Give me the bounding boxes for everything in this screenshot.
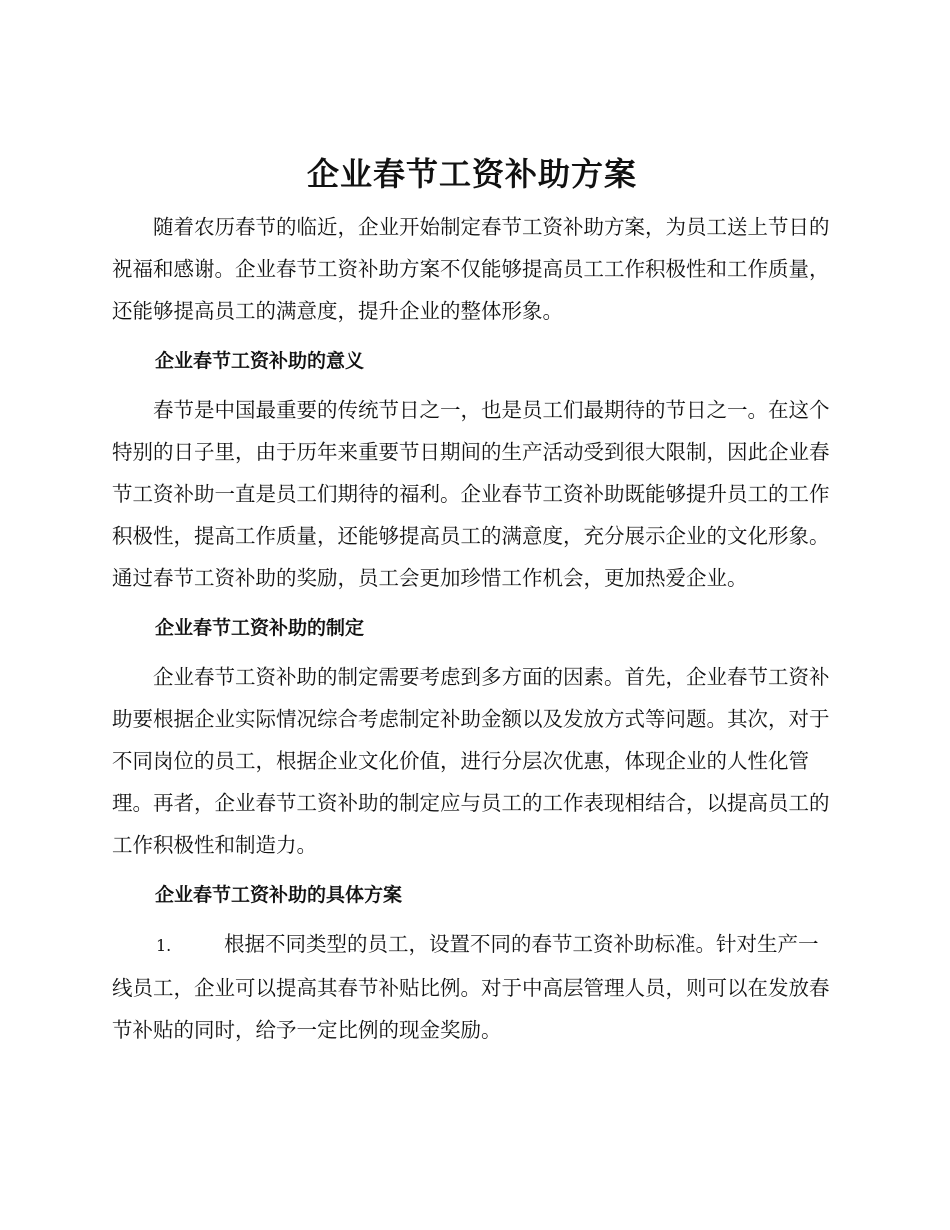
intro-paragraph: 随着农历春节的临近，企业开始制定春节工资补助方案，为员工送上节日的祝福和感谢。企业春节工资补助方案不仅能够提高员工工作积极性和工作质量，还能够提高员工的满意度，提升企业的整体形象。: [112, 215, 830, 323]
document-title: 企业春节工资补助方案: [306, 155, 637, 193]
section-heading-specific-plan: 企业春节工资补助的具体方案: [155, 884, 403, 906]
section-heading-formulation: 企业春节工资补助的制定: [155, 617, 365, 639]
list-item-text: 根据不同类型的员工，设置不同的春节工资补助标准。针对生产一线员工，企业可以提高其春节补贴比例。对于中高层管理人员，则可以在发放春节补贴的同时，给予一定比例的现金奖励。: [112, 932, 830, 1042]
list-item: [112, 923, 832, 1051]
section-heading-significance: 企业春节工资补助的意义: [155, 350, 365, 372]
section-body-significance: 春节是中国最重要的传统节日之一，也是员工们最期待的节日之一。在这个特别的日子里，由于历年来重要节日期间的生产活动受到很大限制，因此企业春节工资补助一直是员工们期待的福利。企业春节工资补助既能够提升员工的工作积极性，提高工作质量，还能够提高员工的满意度，充分展示企业的文化形象。通过春节工资补助的奖励，员工会更加珍惜工作机会，更加热爱企业。: [112, 398, 830, 590]
document-content: [112, 150, 832, 1051]
list-item-number: 1.: [156, 936, 172, 955]
section-body-formulation: 企业春节工资补助的制定需要考虑到多方面的因素。首先，企业春节工资补助要根据企业实际情况综合考虑制定补助金额以及发放方式等问题。其次，对于不同岗位的员工，根据企业文化价值，进行分层次优惠，体现企业的人性化管理。再者，企业春节工资补助的制定应与员工的工作表现相结合，以提高员工的工作积极性和制造力。: [112, 665, 830, 857]
